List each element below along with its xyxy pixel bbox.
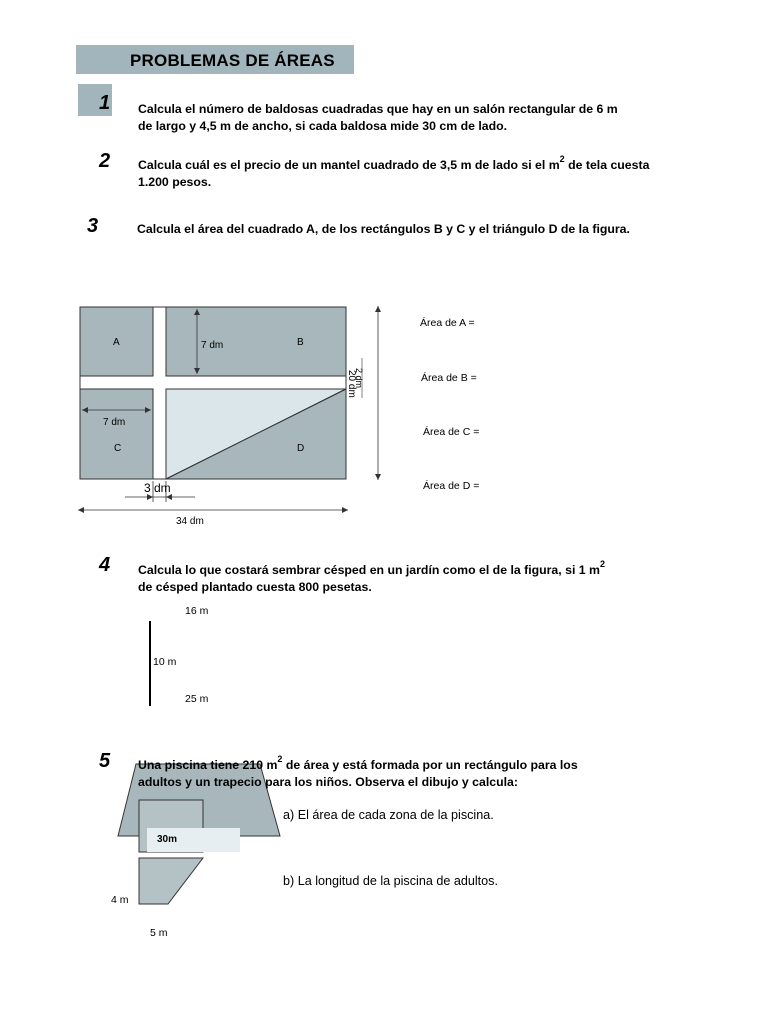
problem-5-number: 5 [99,750,111,772]
answer-b: Área de B = [421,372,477,384]
problem-5-line-1 [138,754,578,774]
dim-2dm: 2 dm [354,368,364,389]
problem-5-text [138,754,578,791]
problem-2-sup: 2 [559,154,565,164]
arrow-34dm-left [78,507,84,513]
dim-34dm: 34 dm [176,516,204,527]
figure-3-diagram [0,290,400,530]
question-a: a) El área de cada zona de la piscina. [283,808,494,822]
dim-3dm: 3 dm [144,481,171,495]
dim-20dm: 20 dm [346,370,357,398]
pool-5m-label: 5 m [150,927,168,939]
label-d: D [297,443,305,454]
problem-4-sup: 2 [599,559,605,569]
pool-30m-label: 30m [157,834,178,845]
problem-4-line-1a: Calcula lo que costará sembrar césped en un jardín como el de la figura, si 1 m [138,563,600,577]
problem-4-text [138,559,605,596]
fig4-vertical-line [149,621,151,706]
fig4-bottom-label: 25 m [185,693,209,705]
problem-3-text: Calcula el área del cuadrado A, de los rectángulos B y C y el triángulo D de la figura. [137,222,630,236]
problem-1-line-1: Calcula el número de baldosas cuadradas que hay en un salón rectangular de 6 m [138,102,618,116]
problem-2-text [138,154,650,191]
problem-1-text [138,101,618,135]
problem-2-line-2: 1.200 pesos. [138,175,212,189]
answer-a: Área de A = [420,317,475,329]
problem-5-line-1b: de área y está formada por un rectángulo para los [282,758,578,772]
pool-small-trapezoid [139,858,203,904]
pool-4m-label: 4 m [111,894,129,906]
dim-7dm-horizontal: 7 dm [103,417,126,428]
label-b: B [297,337,304,348]
problem-4-line-1 [138,559,605,579]
problem-3-number: 3 [87,215,99,237]
question-b: b) La longitud de la piscina de adultos. [283,874,498,888]
arrow-20dm-down [375,474,381,480]
problem-5-line-1a: Una piscina tiene 210 m [138,758,278,772]
page-title: PROBLEMAS DE ÁREAS [130,51,335,70]
arrow-20dm-up [375,306,381,312]
problem-4-number: 4 [99,554,111,576]
problem-1-number: 1 [99,92,111,114]
problem-1-line-2: de largo y 4,5 m de ancho, si cada baldosa mide 30 cm de lado. [138,119,508,133]
problem-2-line-1a: Calcula cuál es el precio de un mantel cuadrado de 3,5 m de lado si el m [138,158,560,172]
problem-2-line-1 [138,154,650,174]
fig4-height-label: 10 m [153,656,177,668]
problem-2-line-1b: de tela cuesta [564,158,650,172]
rect-c [80,389,153,479]
label-c: C [114,443,122,454]
label-a: A [113,337,120,348]
arrow-34dm-right [342,507,348,513]
rect-b [166,307,346,376]
answer-c: Área de C = [423,426,480,438]
problem-5-sup: 2 [277,754,283,764]
problem-4-line-2: de césped plantado cuesta 800 pesetas. [138,580,372,594]
dim-7dm-vertical: 7 dm [201,340,224,351]
problem-5-line-2: adultos y un trapecio para los niños. Observa el dibujo y calcula: [138,775,518,789]
fig4-top-label: 16 m [185,605,209,617]
answer-d: Área de D = [423,480,480,492]
problem-2-number: 2 [99,150,111,172]
